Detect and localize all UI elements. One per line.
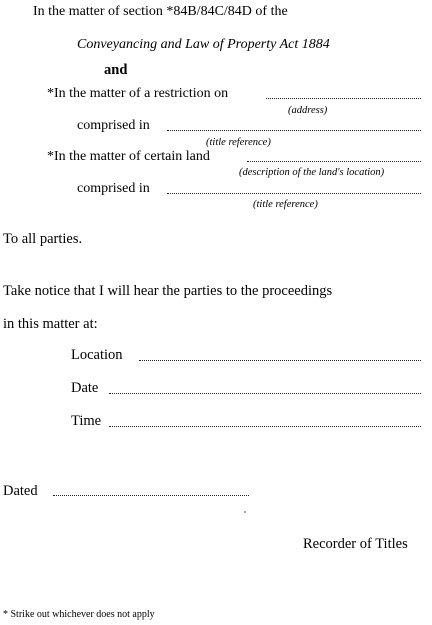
restriction-title-reference-hint: (title reference) (206, 137, 271, 148)
restriction-label: *In the matter of a restriction on (47, 86, 229, 101)
time-label: Time (71, 413, 102, 429)
time-field[interactable] (109, 426, 421, 427)
land-label: *In the matter of certain land (47, 149, 210, 164)
restriction-comprised-label: comprised in (77, 118, 150, 133)
notice-line-1: Take notice that I will hear the parties to the proceedings (3, 283, 333, 299)
restriction-title-reference-field[interactable] (167, 130, 421, 131)
date-field[interactable] (109, 393, 421, 394)
act-title: Conveyancing and Law of Property Act 1884 (77, 37, 330, 52)
dated-field[interactable] (53, 495, 249, 496)
section-heading: In the matter of section *84B/84C/84D of the (33, 4, 288, 19)
land-title-reference-hint: (title reference) (253, 199, 318, 210)
dated-label: Dated (3, 483, 38, 499)
land-location-hint: (description of the land's location) (239, 167, 385, 178)
land-title-reference-field[interactable] (167, 193, 421, 194)
location-field[interactable] (139, 360, 421, 361)
footnote: * Strike out whichever does not apply (3, 609, 155, 620)
land-location-field[interactable] (247, 161, 421, 162)
and-conjunction: and (104, 62, 128, 78)
address-hint: (address) (288, 105, 328, 116)
stray-mark (244, 511, 246, 513)
date-label: Date (71, 380, 99, 396)
signatory-title: Recorder of Titles (303, 536, 408, 552)
address-field[interactable] (266, 98, 421, 99)
addressee-line: To all parties. (3, 231, 83, 247)
land-comprised-label: comprised in (77, 181, 150, 196)
location-label: Location (71, 347, 123, 363)
notice-line-2: in this matter at: (3, 316, 98, 332)
